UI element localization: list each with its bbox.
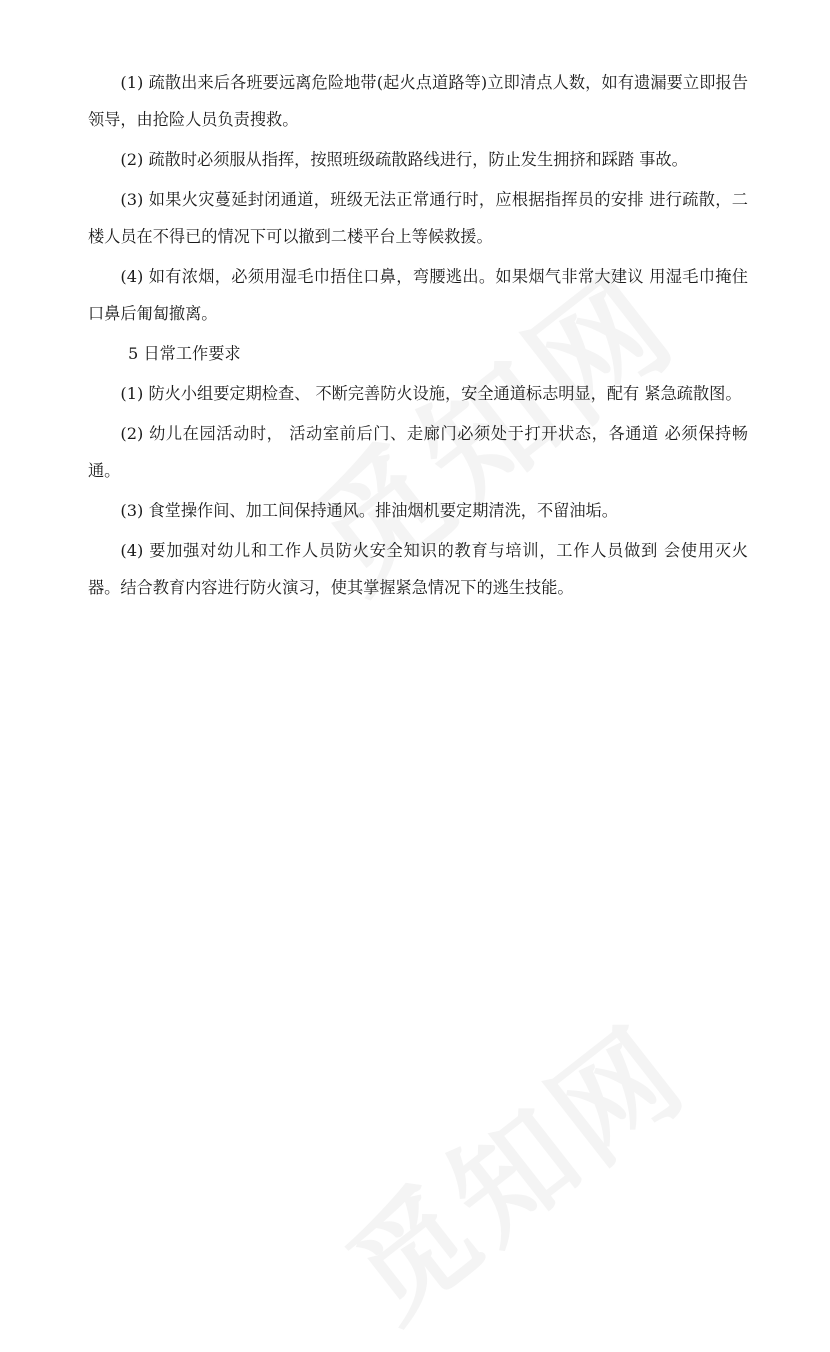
paragraph-training-drills: (4) 要加强对幼儿和工作人员防火安全知识的教育与培训，工作人员做到 会使用灭火器。结合教育内容进行防火演习，使其掌握紧急情况下的逃生技能。 [88,541,748,597]
paragraph-fire-inspection: (1) 防火小组要定期检查、 不断完善防火设施，安全通道标志明显，配有 紧急疏散图。 [120,384,742,403]
watermark [308,980,716,1352]
document-body [88,64,748,609]
paragraph-doors-open: (2) 幼儿在园活动时， 活动室前后门、走廊门必须处于打开状态，各通道 必须保持畅通。 [88,424,748,480]
paragraph-blocked-passage: (3) 如果火灾蔓延封闭通道，班级无法正常通行时，应根据指挥员的安排 进行疏散，二楼人员在不得已的情况下可以撤到二楼平台上等候救援。 [88,190,748,246]
section-heading: 5 日常工作要求 [128,344,241,363]
paragraph-smoke-escape: (4) 如有浓烟，必须用湿毛巾捂住口鼻，弯腰逃出。如果烟气非常大建议 用湿毛巾掩住口鼻后匍匐撤离。 [88,267,748,323]
paragraph-kitchen-ventilation: (3) 食堂操作间、加工间保持通风。排油烟机要定期清洗，不留油垢。 [120,501,618,520]
paragraph-evacuation-headcount: (1) 疏散出来后各班要远离危险地带(起火点道路等)立即清点人数，如有遗漏要立即报告领导，由抢险人员负责搜救。 [88,73,748,129]
paragraph-follow-command: (2) 疏散时必须服从指挥，按照班级疏散路线进行，防止发生拥挤和踩踏 事故。 [120,150,688,169]
